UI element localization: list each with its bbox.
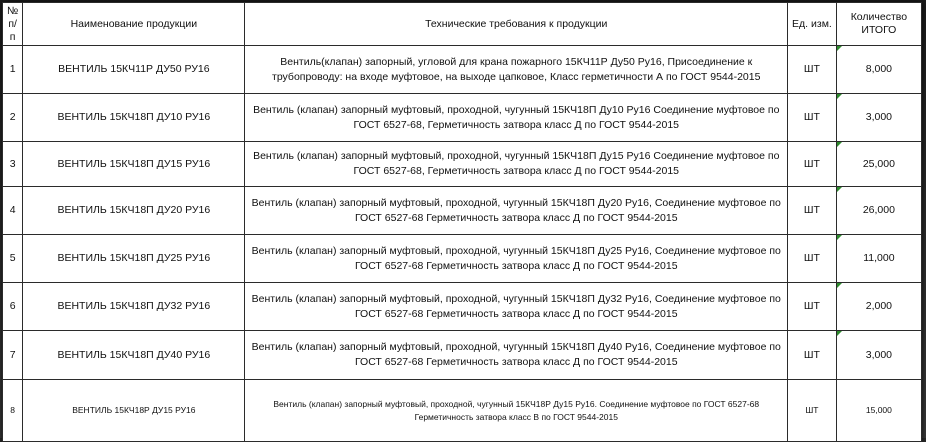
table-row [3, 187, 922, 235]
cell-num[interactable]: 8 [3, 380, 23, 442]
cell-unit[interactable]: ШТ [788, 46, 837, 94]
table-row [3, 142, 922, 187]
cell-unit[interactable]: ШТ [788, 187, 837, 235]
cell-name[interactable]: ВЕНТИЛЬ 15КЧ18П ДУ10 РУ16 [23, 94, 245, 142]
cell-requirements[interactable]: Вентиль (клапан) запорный муфтовый, проходной, чугунный 15КЧ18Р Ду15 Ру16. Соединение муфтовое по ГОСТ 6527-68 Герметичность затвора класс В по ГОСТ 9544-2015 [245, 380, 788, 442]
cell-requirements[interactable]: Вентиль (клапан) запорный муфтовый, проходной, чугунный 15КЧ18П Ду25 Ру16, Соединение муфтовое по ГОСТ 6527-68 Герметичность затвора класс Д по ГОСТ 9544-2015 [245, 235, 788, 283]
cell-qty[interactable]: 8,000 [836, 46, 921, 94]
table-row [3, 46, 922, 94]
cell-qty[interactable]: 25,000 [836, 142, 921, 187]
cell-num[interactable]: 4 [3, 187, 23, 235]
cell-name[interactable]: ВЕНТИЛЬ 15КЧ18П ДУ40 РУ16 [23, 331, 245, 380]
products-table [2, 2, 922, 442]
cell-name[interactable]: ВЕНТИЛЬ 15КЧ18П ДУ32 РУ16 [23, 283, 245, 331]
cell-unit[interactable]: ШТ [788, 380, 837, 442]
header-requirements[interactable]: Технические требования к продукции [245, 3, 788, 46]
cell-num[interactable]: 2 [3, 94, 23, 142]
cell-requirements[interactable]: Вентиль (клапан) запорный муфтовый, проходной, чугунный 15КЧ18П Ду10 Ру16 Соединение муфтовое по ГОСТ 6527-68, Герметичность затвора класс Д по ГОСТ 9544-2015 [245, 94, 788, 142]
cell-qty[interactable]: 2,000 [836, 283, 921, 331]
cell-unit[interactable]: ШТ [788, 331, 837, 380]
header-name[interactable]: Наименование продукции [23, 3, 245, 46]
cell-qty[interactable]: 11,000 [836, 235, 921, 283]
table-row [3, 283, 922, 331]
cell-qty[interactable]: 26,000 [836, 187, 921, 235]
cell-num[interactable]: 5 [3, 235, 23, 283]
header-unit[interactable]: Ед. изм. [788, 3, 837, 46]
cell-requirements[interactable]: Вентиль (клапан) запорный муфтовый, проходной, чугунный 15КЧ18П Ду32 Ру16, Соединение муфтовое по ГОСТ 6527-68 Герметичность затвора класс Д по ГОСТ 9544-2015 [245, 283, 788, 331]
cell-qty[interactable]: 3,000 [836, 94, 921, 142]
cell-qty[interactable]: 15,000 [836, 380, 921, 442]
cell-name[interactable]: ВЕНТИЛЬ 15КЧ18Р ДУ15 РУ16 [23, 380, 245, 442]
cell-num[interactable]: 6 [3, 283, 23, 331]
cell-num[interactable]: 1 [3, 46, 23, 94]
cell-num[interactable]: 3 [3, 142, 23, 187]
cell-unit[interactable]: ШТ [788, 94, 837, 142]
cell-unit[interactable]: ШТ [788, 142, 837, 187]
header-qty[interactable]: Количество ИТОГО [836, 3, 921, 46]
table-row [3, 235, 922, 283]
cell-name[interactable]: ВЕНТИЛЬ 15КЧ11Р ДУ50 РУ16 [23, 46, 245, 94]
cell-name[interactable]: ВЕНТИЛЬ 15КЧ18П ДУ20 РУ16 [23, 187, 245, 235]
table-row [3, 380, 922, 442]
header-row [3, 3, 922, 46]
cell-num[interactable]: 7 [3, 331, 23, 380]
cell-name[interactable]: ВЕНТИЛЬ 15КЧ18П ДУ25 РУ16 [23, 235, 245, 283]
cell-requirements[interactable]: Вентиль (клапан) запорный муфтовый, проходной, чугунный 15КЧ18П Ду40 Ру16, Соединение муфтовое по ГОСТ 6527-68 Герметичность затвора класс Д по ГОСТ 9544-2015 [245, 331, 788, 380]
cell-name[interactable]: ВЕНТИЛЬ 15КЧ18П ДУ15 РУ16 [23, 142, 245, 187]
table-row [3, 94, 922, 142]
cell-requirements[interactable]: Вентиль (клапан) запорный муфтовый, проходной, чугунный 15КЧ18П Ду15 Ру16 Соединение муфтовое по ГОСТ 6527-68, Герметичность затвора класс Д по ГОСТ 9544-2015 [245, 142, 788, 187]
header-num[interactable]: № п/п [3, 3, 23, 46]
cell-qty[interactable]: 3,000 [836, 331, 921, 380]
cell-unit[interactable]: ШТ [788, 283, 837, 331]
cell-requirements[interactable]: Вентиль(клапан) запорный, угловой для крана пожарного 15КЧ11Р Ду50 Ру16, Присоединение к трубопроводу: на входе муфтовое, на выходе цапковое, Класс герметичности А по ГОСТ 9544-2015 [245, 46, 788, 94]
spreadsheet [2, 2, 922, 442]
cell-requirements[interactable]: Вентиль (клапан) запорный муфтовый, проходной, чугунный 15КЧ18П Ду20 Ру16, Соединение муфтовое по ГОСТ 6527-68 Герметичность затвора класс Д по ГОСТ 9544-2015 [245, 187, 788, 235]
cell-unit[interactable]: ШТ [788, 235, 837, 283]
table-row [3, 331, 922, 380]
